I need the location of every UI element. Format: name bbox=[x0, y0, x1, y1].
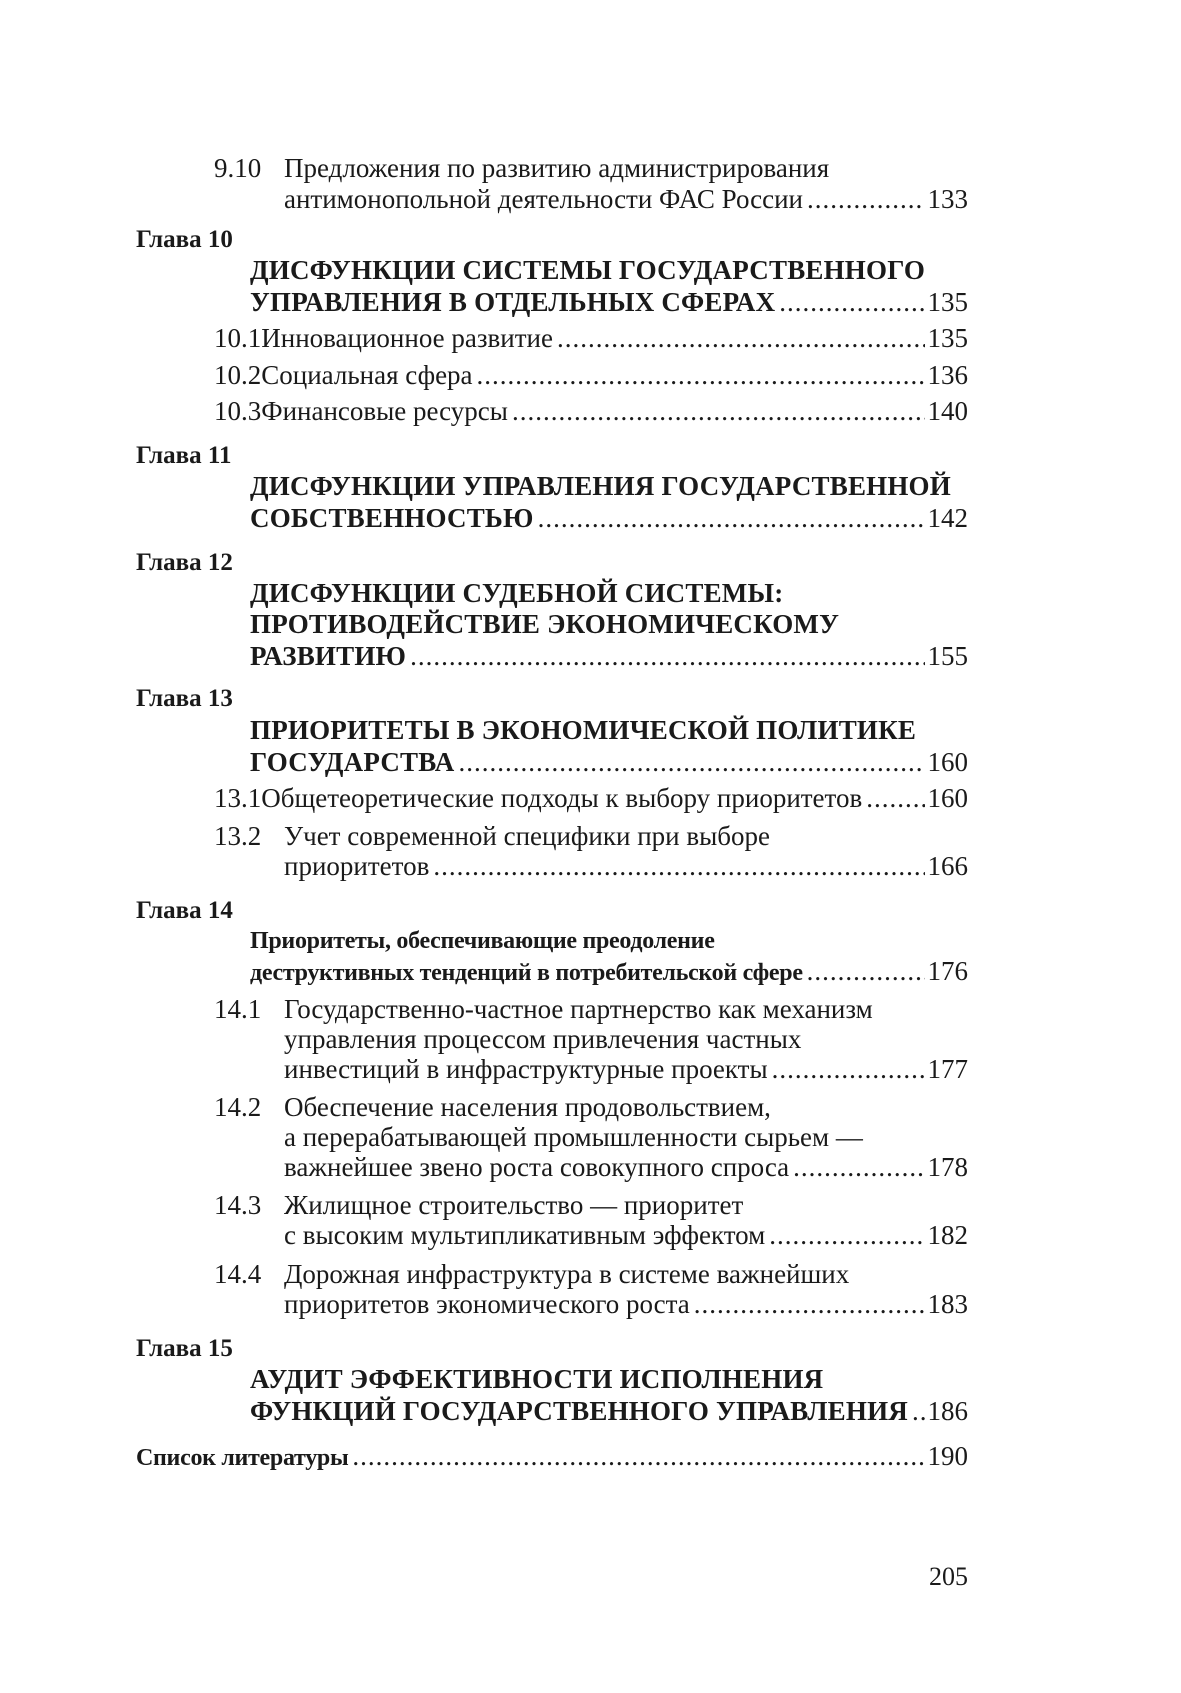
page-number: 160 bbox=[927, 783, 968, 813]
dot-leader bbox=[538, 503, 925, 534]
chapter-title-11: ДИСФУНКЦИИ УПРАВЛЕНИЯ ГОСУДАРСТВЕННОЙ bbox=[250, 471, 951, 501]
dot-leader bbox=[772, 1054, 925, 1085]
dot-leader bbox=[866, 783, 924, 814]
dot-leader bbox=[458, 747, 924, 778]
chapter-label-14: Глава 14 bbox=[136, 897, 233, 924]
toc-entry-9-10-cont bbox=[284, 184, 968, 215]
toc-entry-references: Список литературы ..... 190 bbox=[136, 1441, 968, 1474]
toc-entry-14-3: 14.3 Жилищное строительство — приоритет bbox=[214, 1190, 744, 1220]
dot-leader bbox=[352, 1441, 924, 1472]
chapter-label-11: Глава 11 bbox=[136, 442, 232, 469]
dot-leader bbox=[912, 1396, 925, 1427]
chapter-label-13: Глава 13 bbox=[136, 685, 233, 712]
page-number: 183 bbox=[927, 1289, 968, 1319]
page-number: 182 bbox=[927, 1220, 968, 1250]
dot-leader bbox=[779, 287, 924, 318]
page-number: 166 bbox=[927, 851, 968, 881]
chapter-title-11-cont: СОБСТВЕННОСТЬЮ ..... 142 bbox=[250, 503, 968, 534]
toc-entry-14-2: 14.2 Обеспечение населения продовольствием, bbox=[214, 1092, 771, 1122]
toc-entry-10-3: 10.3 Финансовые ресурсы ..... 140 bbox=[214, 396, 968, 427]
page-number: 142 bbox=[927, 503, 968, 533]
toc-entry-9-10 bbox=[214, 153, 829, 184]
section-title: Предложения по развитию администрирования bbox=[284, 153, 830, 183]
page-number: 140 bbox=[927, 396, 968, 426]
toc-entry-14-2-cont2: важнейшее звено роста совокупного спроса ..... 178 bbox=[284, 1152, 968, 1183]
page-number: 133 bbox=[927, 184, 968, 214]
page-number: 136 bbox=[927, 360, 968, 390]
page-number: 160 bbox=[927, 747, 968, 777]
toc-entry-13-2: 13.2 Учет современной специфики при выборе bbox=[214, 821, 770, 851]
dot-leader bbox=[694, 1289, 925, 1320]
chapter-title-14-cont: деструктивных тенденций в потребительской сфере ..... 176 bbox=[250, 956, 968, 989]
toc-entry-14-4: 14.4 Дорожная инфраструктура в системе важнейших bbox=[214, 1259, 850, 1289]
chapter-title-14: Приоритеты, обеспечивающие преодоление bbox=[250, 928, 715, 954]
chapter-title-12-cont2: РАЗВИТИЮ ..... 155 bbox=[250, 641, 968, 672]
chapter-title-10: ДИСФУНКЦИИ СИСТЕМЫ ГОСУДАРСТВЕННОГО bbox=[250, 255, 926, 285]
dot-leader bbox=[807, 184, 925, 215]
dot-leader bbox=[807, 956, 925, 987]
chapter-title-15-cont: ФУНКЦИЙ ГОСУДАРСТВЕННОГО УПРАВЛЕНИЯ ..... 186 bbox=[250, 1396, 968, 1427]
page-folio: 205 bbox=[929, 1562, 968, 1591]
toc-entry-14-2-cont: а перерабатывающей промышленности сырьем — bbox=[284, 1122, 863, 1152]
chapter-title-10-cont: УПРАВЛЕНИЯ В ОТДЕЛЬНЫХ СФЕРАХ ..... 135 bbox=[250, 287, 968, 318]
section-number: 9.10 bbox=[214, 153, 262, 183]
toc-entry-10-1: 10.1 Инновационное развитие ..... 135 bbox=[214, 323, 968, 354]
dot-leader bbox=[557, 323, 925, 354]
page-number: 177 bbox=[927, 1054, 968, 1084]
page-number: 186 bbox=[927, 1396, 968, 1426]
chapter-label-12: Глава 12 bbox=[136, 549, 233, 576]
toc-entry-14-1-cont: управления процессом привлечения частных bbox=[284, 1024, 802, 1054]
toc-entry-14-1: 14.1 Государственно-частное партнерство как механизм bbox=[214, 994, 873, 1024]
page-number: 135 bbox=[927, 287, 968, 317]
dot-leader bbox=[512, 396, 925, 427]
chapter-title-13: ПРИОРИТЕТЫ В ЭКОНОМИЧЕСКОЙ ПОЛИТИКЕ bbox=[250, 715, 917, 745]
page-number: 176 bbox=[927, 956, 968, 986]
page-number: 178 bbox=[927, 1152, 968, 1182]
dot-leader bbox=[410, 641, 924, 672]
toc-entry-14-3-cont: с высоким мультипликативным эффектом ..... 182 bbox=[284, 1220, 968, 1251]
dot-leader bbox=[477, 360, 925, 391]
chapter-title-13-cont: ГОСУДАРСТВА ..... 160 bbox=[250, 747, 968, 778]
dot-leader bbox=[433, 851, 924, 882]
toc-entry-10-2: 10.2 Социальная сфера ..... 136 bbox=[214, 360, 968, 391]
page-number: 190 bbox=[927, 1441, 968, 1471]
dot-leader bbox=[793, 1152, 924, 1183]
chapter-title-12-cont: ПРОТИВОДЕЙСТВИЕ ЭКОНОМИЧЕСКОМУ bbox=[250, 609, 840, 639]
toc-entry-13-1: 13.1 Общетеоретические подходы к выбору приоритетов ..... 160 bbox=[214, 783, 968, 814]
dot-leader bbox=[769, 1220, 924, 1251]
chapter-label-10: Глава 10 bbox=[136, 226, 233, 253]
section-title-cont: антимонопольной деятельности ФАС России bbox=[284, 184, 803, 214]
chapter-title-12: ДИСФУНКЦИИ СУДЕБНОЙ СИСТЕМЫ: bbox=[250, 578, 784, 608]
toc-entry-13-2-cont: приоритетов ..... 166 bbox=[284, 851, 968, 882]
toc-entry-14-4-cont: приоритетов экономического роста ..... 183 bbox=[284, 1289, 968, 1320]
toc-entry-14-1-cont2: инвестиций в инфраструктурные проекты ..... 177 bbox=[284, 1054, 968, 1085]
chapter-title-15: АУДИТ ЭФФЕКТИВНОСТИ ИСПОЛНЕНИЯ bbox=[250, 1364, 824, 1394]
page-number: 135 bbox=[927, 323, 968, 353]
page-number: 155 bbox=[927, 641, 968, 671]
chapter-label-15: Глава 15 bbox=[136, 1335, 233, 1362]
